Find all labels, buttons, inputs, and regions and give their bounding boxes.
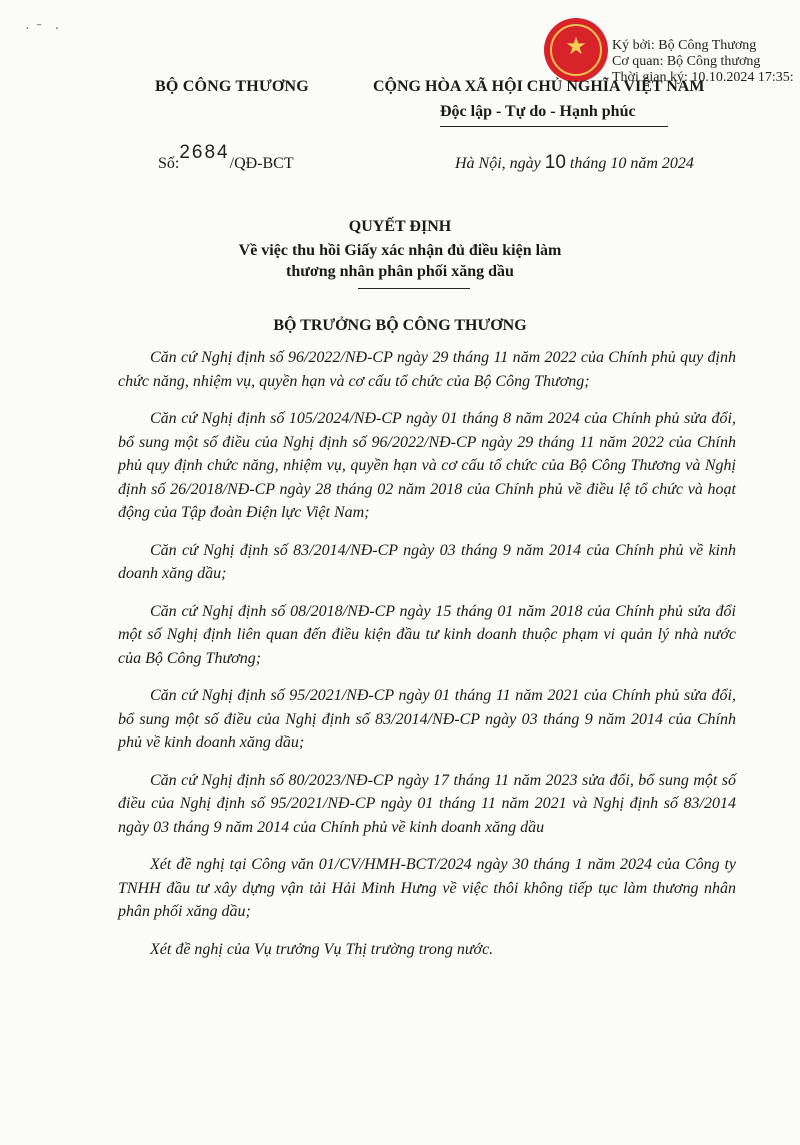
signature-time: Thời gian ký: 10.10.2024 17:35: [612,70,794,85]
paragraph: Xét đề nghị của Vụ trưởng Vụ Thị trường trong nước. [150,940,494,958]
country-name: CỘNG HÒA XÃ HỘI CHỦ NGHĨA VIỆT NAM [373,78,705,95]
subtitle-line-2: thương nhân phân phối xăng dầu [286,263,514,280]
paragraph: Căn cứ Nghị định số 105/2024/NĐ-CP ngày 01 tháng 8 năm 2024 của Chính phủ sửa đổi, bổ sung một số điều của Nghị định số 96/2022/NĐ-CP ngày 29 tháng 11 năm 2022 của Chính phủ quy định chức năng, nhiệm vụ, quyền hạn và cơ cấu tổ chức của Bộ Công Thương và Nghị định số 26/2018/NĐ-CP ngày 28 tháng 02 năm 2018 của Chính phủ về điều lệ tổ chức và hoạt động của Tập đoàn Điện lực Việt Nam; [118,410,736,521]
paragraph: Căn cứ Nghị định số 08/2018/NĐ-CP ngày 15 tháng 01 năm 2018 của Chính phủ sửa đổi một số Nghị định liên quan đến điều kiện đầu tư kinh doanh thuộc phạm vi quản lý nhà nước của Bộ Công Thương; [118,602,736,667]
subtitle-line-1: Về việc thu hồi Giấy xác nhận đủ điều kiện làm [238,242,562,259]
number-handwritten: 2684 [179,142,230,163]
paragraph: Căn cứ Nghị định số 96/2022/NĐ-CP ngày 29 tháng 11 năm 2022 của Chính phủ quy định chức năng, nhiệm vụ, quyền hạn và cơ cấu tổ chức của Bộ Công Thương; [118,349,736,390]
document-subtitle [0,240,800,282]
subtitle-underline [358,288,470,289]
date-suffix: tháng 10 năm 2024 [569,155,694,172]
paragraph: Xét đề nghị tại Công văn 01/CV/HMH-BCT/2024 ngày 30 tháng 1 năm 2024 của Công ty TNHH đầu tư xây dựng vận tải Hải Minh Hưng về việc thôi không tiếp tục làm thương nhân phân phối xăng dầu; [118,856,736,920]
signature-signed-by: Ký bởi: Bộ Công Thương [612,38,757,53]
signature-agency: Cơ quan: Bộ Công thương [612,54,761,69]
number-prefix: Số: [158,155,180,172]
state-emblem-seal-icon: ★ [544,18,608,82]
ministry-name: BỘ CÔNG THƯƠNG [155,78,309,95]
scan-specks: · ̄ · [25,22,66,37]
document-title: QUYẾT ĐỊNH [348,218,452,235]
date-prefix: Hà Nội, ngày [455,155,541,172]
document-number [158,142,294,174]
motto-underline [440,126,668,127]
paragraph: Căn cứ Nghị định số 80/2023/NĐ-CP ngày 17 tháng 11 năm 2023 sửa đổi, bổ sung một số điều của Nghị định số 95/2021/NĐ-CP ngày 01 tháng 11 năm 2021 và Nghị định số 83/2014 ngày 03 tháng 9 năm 2014 của Chính phủ về kinh doanh xăng dầu [118,771,736,836]
paragraph: Căn cứ Nghị định số 95/2021/NĐ-CP ngày 01 tháng 11 năm 2021 của Chính phủ sửa đổi, bổ sung một số điều của Nghị định số 83/2014/NĐ-CP ngày 03 tháng 9 năm 2014 của Chính phủ về kinh doanh xăng dầu; [118,687,736,751]
date-day-handwritten: 10 [544,152,566,173]
number-suffix: /QĐ-BCT [229,155,294,172]
place-date [455,152,694,174]
national-motto: Độc lập - Tự do - Hạnh phúc [440,103,636,120]
document-body [118,346,736,975]
issuing-authority: BỘ TRƯỞNG BỘ CÔNG THƯƠNG [273,317,527,334]
paragraph: Căn cứ Nghị định số 83/2014/NĐ-CP ngày 03 tháng 9 năm 2014 của Chính phủ về kinh doanh xăng dầu; [118,541,736,582]
